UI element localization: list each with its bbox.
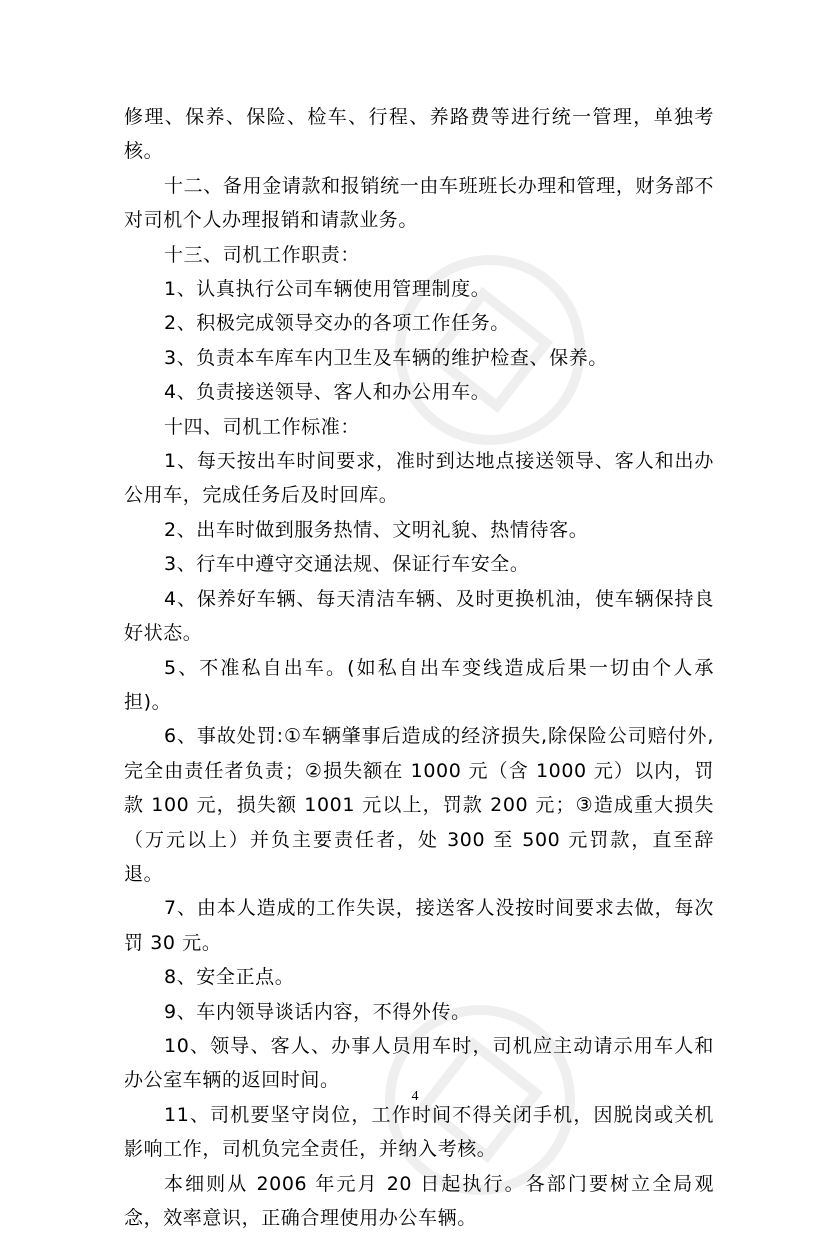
paragraph: 1、每天按出车时间要求，准时到达地点接送领导、客人和出办公用车，完成任务后及时回库。 — [124, 450, 714, 507]
paragraph: 修理、保养、保险、检车、行程、养路费等进行统一管理，单独考核。 — [124, 106, 714, 163]
paragraph: 本细则从 2006 年元月 20 日起执行。各部门要树立全局观念，效率意识，正确合理使用办公车辆。 — [124, 1172, 714, 1229]
paragraph: 十二、备用金请款和报销统一由车班班长办理和管理，财务部不对司机个人办理报销和请款业务。 — [124, 174, 714, 232]
paragraph: 7、由本人造成的工作失误，接送客人没按时间要求去做，每次罚 30 元。 — [124, 897, 714, 954]
paragraph: 5、不准私自出车。(如私自出车变线造成后果一切由个人承担)。 — [124, 656, 714, 713]
paragraph: 6、事故处罚:①车辆肇事后造成的经济损失,除保险公司赔付外,完全由责任者负责；②损失额在 1000 元（含 1000 元）以内，罚款 100 元，损失额 1001 元以上，罚款 200 元；③造成重大损失（万元以上）并负主要责任者，处 300 至 500 元罚款，直至辞退。 — [124, 725, 714, 885]
document-body — [124, 100, 714, 1235]
paragraph: 1、认真执行公司车辆使用管理制度。 — [164, 278, 491, 301]
paragraph: 8、安全正点。 — [164, 966, 295, 989]
paragraph: 4、负责接送领导、客人和办公用车。 — [164, 381, 491, 404]
paragraph: 2、出车时做到服务热情、文明礼貌、热情待客。 — [164, 518, 589, 541]
paragraph: 3、行车中遵守交通法规、保证行车安全。 — [164, 553, 530, 576]
paragraph: 2、积极完成领导交办的各项工作任务。 — [164, 312, 510, 335]
page-number: 4 — [411, 1089, 419, 1104]
paragraph: 3、负责本车库车内卫生及车辆的维护检查、保养。 — [164, 346, 608, 369]
paragraph: 11、司机要坚守岗位，工作时间不得关闭手机，因脱岗或关机影响工作，司机负完全责任，并纳入考核。 — [124, 1103, 714, 1161]
paragraph: 4、保养好车辆、每天清洁车辆、及时更换机油，使车辆保持良好状态。 — [124, 587, 714, 645]
paragraph: 10、领导、客人、办事人员用车时，司机应主动请示用车人和办公室车辆的返回时间。 — [124, 1034, 714, 1092]
paragraph: 9、车内领导谈话内容，不得外传。 — [164, 1000, 471, 1023]
paragraph: 十三、司机工作职责： — [164, 243, 361, 266]
paragraph: 十四、司机工作标准： — [164, 415, 361, 438]
